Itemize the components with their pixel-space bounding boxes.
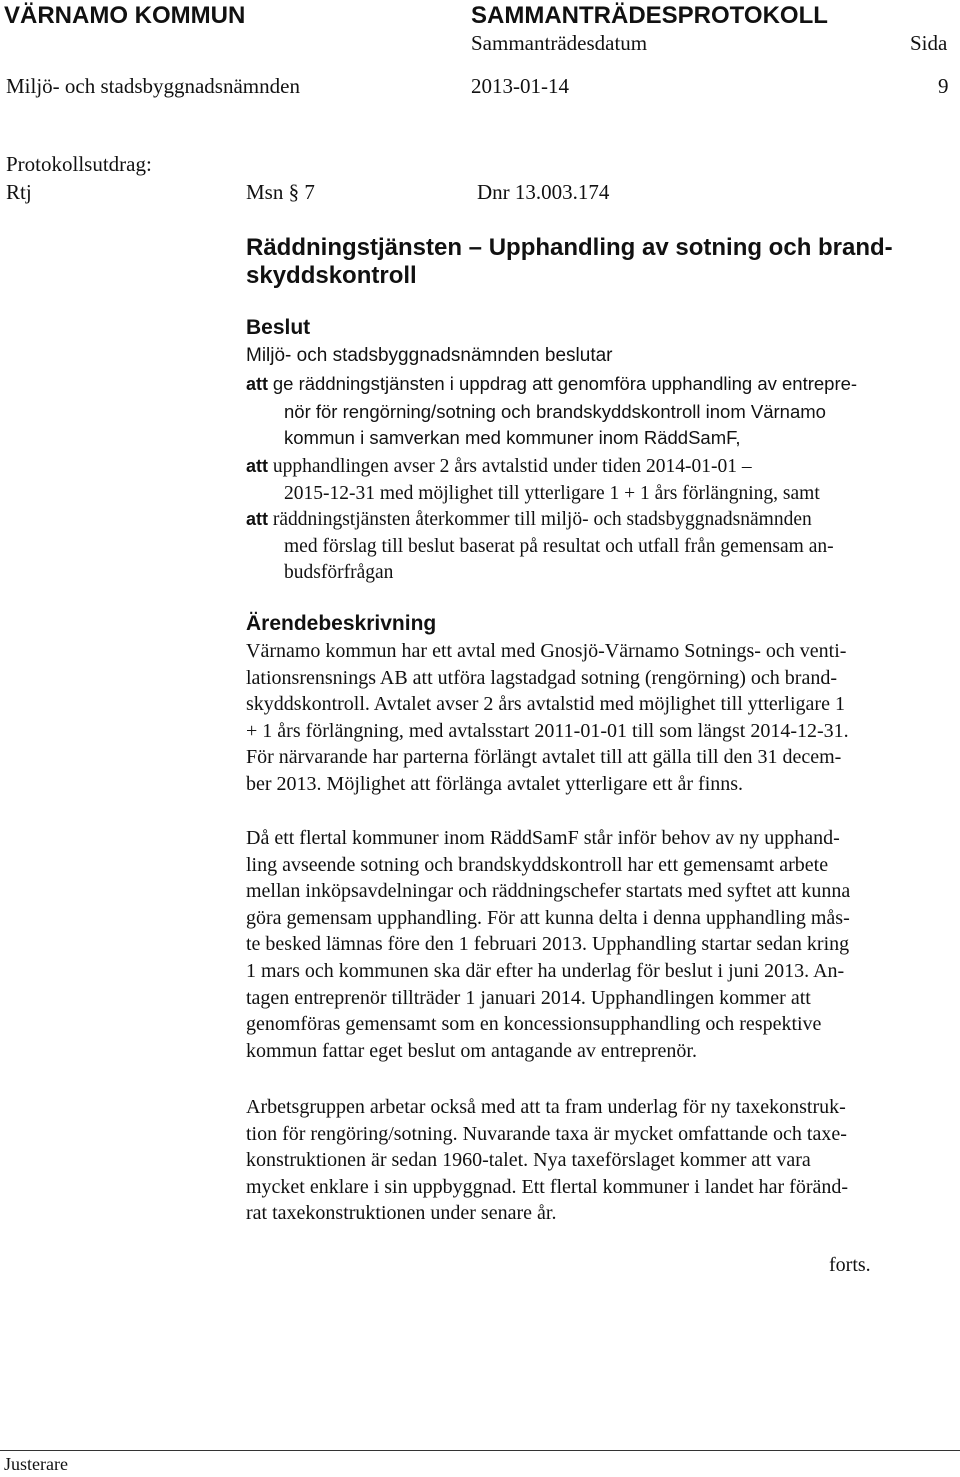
paragraph-line: För närvarande har parterna förlängt avtalet till att gälla till den 31 decem- (246, 746, 842, 769)
clause-keyword: att (246, 456, 268, 476)
decision-clause (246, 506, 936, 587)
extract-recipient: Rtj (6, 180, 32, 204)
paragraph-line: te besked lämnas före den 1 februari 2013. Upphandling startar sedan kring (246, 933, 850, 956)
clause-text: 2015-12-31 med möjlighet till ytterligare 1 + 1 års förlängning, samt (284, 482, 820, 504)
paragraph-line: mellan inköpsavdelningar och räddningschefer startats med syftet att kunna (246, 880, 851, 903)
paragraph-line: kommun fattar eget beslut om antagande av entreprenör. (246, 1039, 697, 1062)
paragraph-line: lationsrensnings AB att utföra lagstadgad sotning (rengörning) och brand- (246, 666, 837, 689)
footer-divider (0, 1450, 960, 1451)
page-label: Sida (910, 31, 948, 55)
document-type: SAMMANTRÄDESPROTOKOLL (471, 2, 828, 29)
continued-note: forts. (829, 1254, 871, 1276)
clause-text: kommun i samverkan med kommuner inom RäddSamF, (284, 427, 741, 448)
paragraph-line: ber 2013. Möjlighet att förlänga avtalet ytterligare ett år finns. (246, 772, 744, 795)
paragraph-line: 1 mars och kommunen ska där efter ha underlag för beslut i juni 2013. An- (246, 959, 845, 982)
description-heading: Ärendebeskrivning (246, 612, 437, 635)
paragraph-line: skyddskontroll. Avtalet avser 2 års avtalstid med möjlighet till ytterligare 1 (246, 693, 845, 716)
case-title-line: Räddningstjänsten – Upphandling av sotning och brand- (246, 234, 893, 261)
paragraph-line: Då ett flertal kommuner inom RäddSamF står inför behov av ny upphand- (246, 827, 840, 849)
organization-name: VÄRNAMO KOMMUN (4, 2, 246, 29)
paragraph-line: göra gemensam upphandling. För att kunna delta i denna upphandling mås- (246, 906, 850, 929)
clause-text: med förslag till beslut baserat på resultat och utfall från gemensam an- (284, 535, 834, 557)
page-number: 9 (938, 74, 949, 98)
clause-text: budsförfrågan (284, 562, 394, 583)
description-paragraph (246, 638, 849, 798)
case-title (246, 234, 893, 290)
paragraph-line: genomföras gemensamt som en koncessionsupphandling och respektive (246, 1013, 822, 1036)
clause-text: nör för rengörning/sotning och brandskyddskontroll inom Värnamo (284, 400, 826, 422)
case-title-line: skyddskontroll (246, 262, 417, 289)
clause-keyword: att (246, 509, 268, 529)
decision-clause (246, 371, 936, 452)
paragraph-line: ling avseende sotning och brandskyddskontroll har ett gemensamt arbete (246, 853, 829, 876)
paragraph-number: Msn § 7 (246, 180, 315, 204)
paragraph-line: mycket enklare i sin uppbyggnad. Ett flertal kommuner i landet har föränd- (246, 1175, 849, 1198)
meeting-date-label: Sammanträdesdatum (471, 31, 648, 55)
description-paragraph (246, 1094, 848, 1227)
paragraph-line: tion för rengöring/sotning. Nuvarande taxa är mycket omfattande och taxe- (246, 1122, 847, 1145)
decision-heading: Beslut (246, 316, 311, 339)
paragraph-line: Arbetsgruppen arbetar också med att ta fram underlag för ny taxekonstruk- (246, 1096, 846, 1118)
case-number: Dnr 13.003.174 (477, 180, 610, 204)
signature-label: Justerare (4, 1454, 68, 1474)
paragraph-line: tagen entreprenör tillträder 1 januari 2014. Upphandlingen kommer att (246, 986, 811, 1009)
clause-keyword: att (246, 374, 268, 394)
decision-intro: Miljö- och stadsbyggnadsnämnden beslutar (246, 345, 613, 366)
extract-label: Protokollsutdrag: (6, 152, 152, 176)
paragraph-line: konstruktionen är sedan 1960-talet. Nya taxeförslaget kommer att vara (246, 1149, 811, 1172)
decision-clause (246, 453, 936, 507)
paragraph-line: rat taxekonstruktionen under senare år. (246, 1202, 557, 1225)
clause-text: ge räddningstjänsten i uppdrag att genomföra upphandling av entrepre- (272, 373, 858, 394)
clause-text: räddningstjänsten återkommer till miljö- och stadsbyggnadsnämnden (272, 509, 812, 530)
paragraph-line: + 1 års förlängning, med avtalsstart 2011-01-01 till som längst 2014-12-31. (246, 719, 849, 742)
meeting-date: 2013-01-14 (471, 74, 569, 98)
clause-text: upphandlingen avser 2 års avtalstid under tiden 2014-01-01 – (272, 456, 752, 477)
committee-name: Miljö- och stadsbyggnadsnämnden (6, 74, 300, 98)
description-paragraph (246, 825, 850, 1064)
paragraph-line: Värnamo kommun har ett avtal med Gnosjö-Värnamo Sotnings- och venti- (246, 640, 847, 662)
